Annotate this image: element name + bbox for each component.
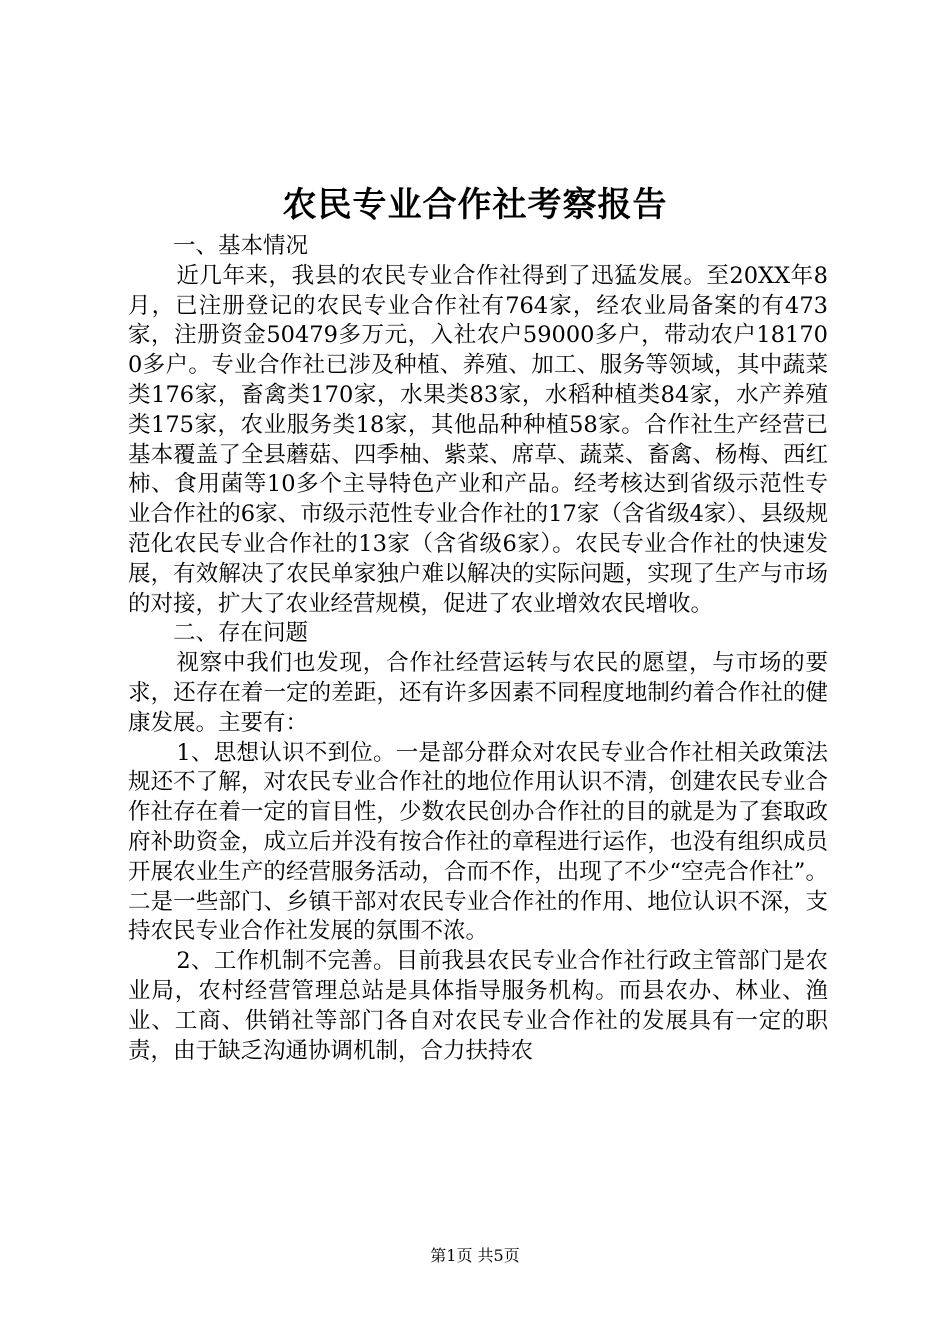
document-body (128, 232, 828, 1066)
paragraph-problem-2: 2、工作机制不完善。目前我县农民专业合作社行政主管部门是农业局，农村经营管理总站是具体指导服务机构。而县农办、林业、渔业、工商、供销社等部门各自对农民专业合作社的发展具有一定的职责，由于缺乏沟通协调机制，合力扶持农 (128, 948, 828, 1064)
section-heading-existing-problems: 二、存在问题 (173, 620, 309, 647)
paragraph-problems-intro: 视察中我们也发现，合作社经营运转与农民的愿望，与市场的要求，还存在着一定的差距，还有许多因素不同程度地制约着合作社的健康发展。主要有： (128, 650, 828, 736)
paragraph-problem-1: 1、思想认识不到位。一是部分群众对农民专业合作社相关政策法规还不了解，对农民专业合作社的地位作用认识不清，创建农民专业合作社存在着一定的盲目性，少数农民创办合作社的目的就是为了套取政府补助资金，成立后并没有按合作社的章程进行运作，也没有组织成员开展农业生产的经营服务活动，合而不作，出现了不少“空壳合作社”。二是一些部门、乡镇干部对农民专业合作社的作用、地位认识不深，支持农民专业合作社发展的氛围不浓。 (128, 739, 828, 945)
section-heading-basic-situation: 一、基本情况 (173, 233, 309, 259)
page-number-footer: 第1页 共5页 (430, 1246, 520, 1265)
document-title: 农民专业合作社考察报告 (282, 185, 668, 225)
paragraph-basic-situation: 近几年来，我县的农民专业合作社得到了迅猛发展。至20XX年8月，已注册登记的农民专业合作社有764家，经农业局备案的有473家，注册资金50479多万元，入社农户59000多户，带动农户181700多户。专业合作社已涉及种植、养殖、加工、服务等领域，其中蔬菜类176家，畜禽类170家，水果类83家，水稻种植类84家，水产养殖类175家，农业服务类18家，其他品种种植58家。合作社生产经营已基本覆盖了全县蘑菇、四季柚、紫菜、席草、蔬菜、畜禽、杨梅、西红柿、食用菌等10多个主导特色产业和产品。经考核达到省级示范性专业合作社的6家、市级示范性专业合作社的17家（含省级4家）、县级规范化农民专业合作社的13家（含省级6家）。农民专业合作社的快速发展，有效解决了农民单家独户难以解决的实际问题，实现了生产与市场的对接，扩大了农业经营规模，促进了农业增效农民增收。 (128, 262, 828, 617)
